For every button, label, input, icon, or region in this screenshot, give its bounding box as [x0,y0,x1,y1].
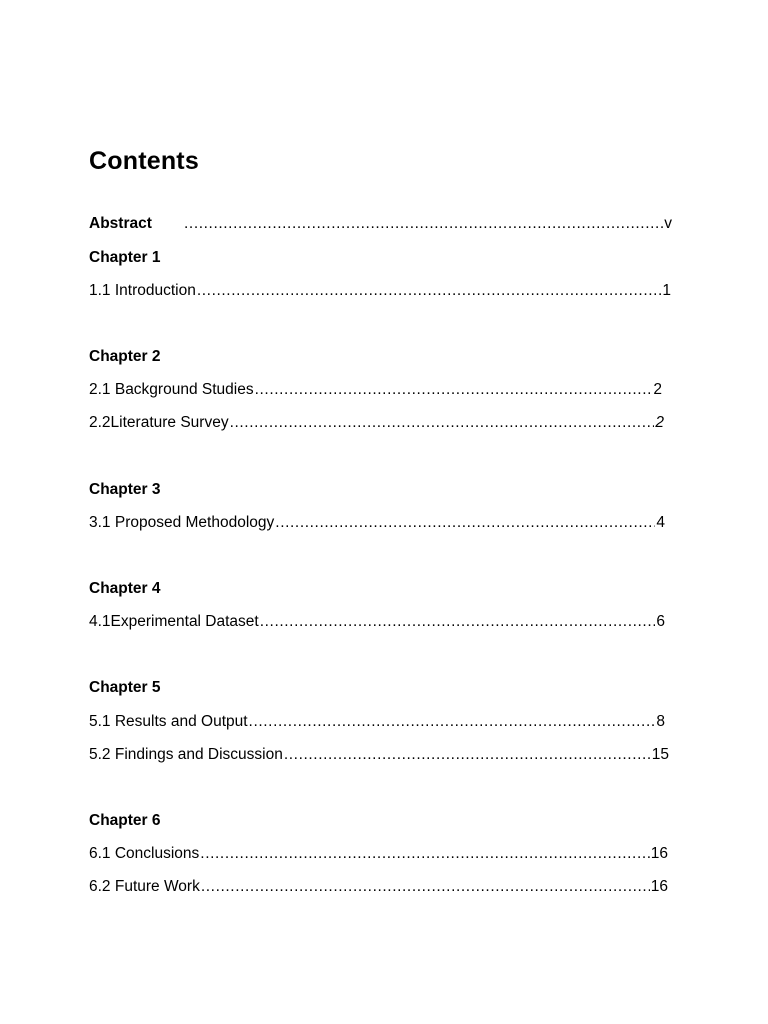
toc-page-number: 6 [656,613,665,630]
toc-entry[interactable] [89,843,668,865]
toc-entry-abstract[interactable] [89,213,672,235]
toc-entry-label: 4.1Experimental Dataset [89,613,259,630]
dot-leader [284,744,651,766]
toc-entry[interactable] [89,379,662,401]
toc-entry[interactable] [89,876,668,898]
toc-entry-label: 3.1 Proposed Methodology [89,514,275,531]
dot-leader [230,412,655,434]
toc-entry[interactable] [89,412,664,434]
dot-leader [255,379,653,401]
dot-leader [275,512,655,534]
toc-entry-label: 5.2 Findings and Discussion [89,746,283,763]
toc-entry-label: 1.1 Introduction [89,282,196,299]
chapter-heading: Chapter 6 [89,812,161,829]
toc-entry[interactable] [89,280,671,302]
toc-page-number: 15 [651,746,669,763]
toc-entry-label: 2.1 Background Studies [89,381,254,398]
toc-page-number: 4 [656,514,665,531]
toc-page-number: 2 [655,414,664,431]
chapter-heading: Chapter 3 [89,481,161,498]
toc-entry-label: 6.1 Conclusions [89,845,200,862]
dot-leader [200,843,649,865]
toc-page-number: 2 [653,381,662,398]
toc-page-number: 16 [650,878,668,895]
dot-leader [201,876,650,898]
toc-entry-label: Abstract [89,215,152,232]
dot-leader [197,280,662,302]
dot-leader [184,213,663,235]
toc-page-number: 16 [650,845,668,862]
dot-leader [249,711,656,733]
chapter-heading: Chapter 4 [89,580,161,597]
toc-title: Contents [89,147,199,175]
toc-entry[interactable] [89,711,665,733]
chapter-heading: Chapter 1 [89,249,161,266]
toc-page-number: 1 [662,282,671,299]
toc-page-number: 8 [656,713,665,730]
toc-entry-label: 5.1 Results and Output [89,713,248,730]
chapter-heading: Chapter 5 [89,679,161,696]
toc-page-number: v [664,215,672,232]
toc-entry[interactable] [89,744,669,766]
toc-entry-label: 6.2 Future Work [89,878,200,895]
toc-entry[interactable] [89,512,665,534]
toc-entry-label: 2.2Literature Survey [89,414,229,431]
toc-entry[interactable] [89,611,665,633]
chapter-heading: Chapter 2 [89,348,161,365]
dot-leader [260,611,656,633]
